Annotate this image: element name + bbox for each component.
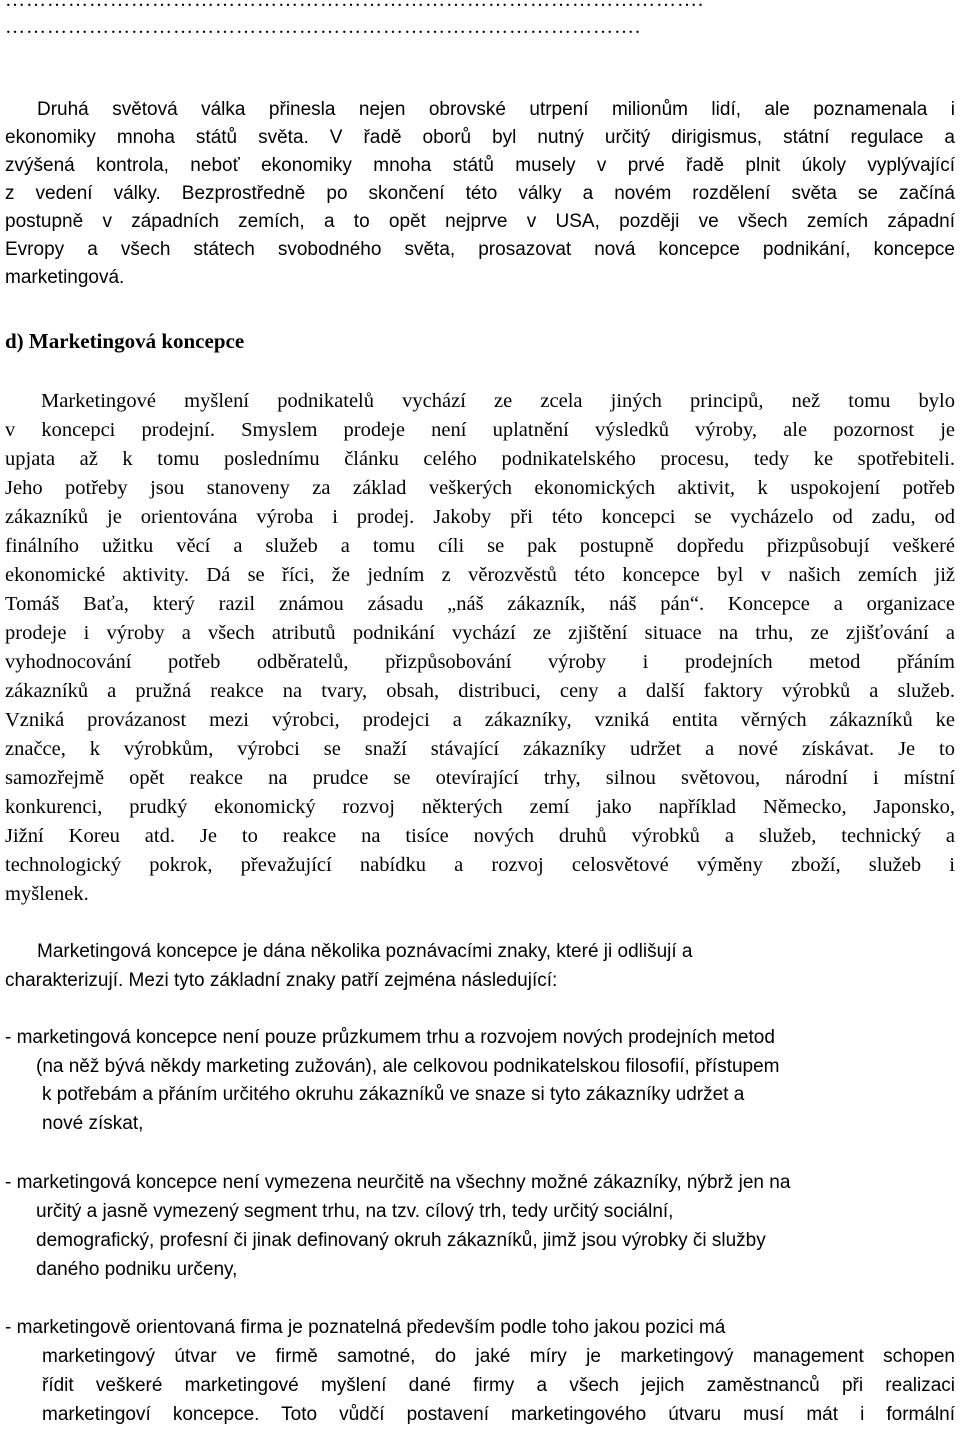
list-item-3-line-1: - marketingově orientovaná firma je poznatelná především podle toho jakou pozici má — [5, 1317, 726, 1338]
para2-line-7: ekonomické aktivity. Dá se říci, že jedním z věrozvěstů této koncepce byl v našich zemích již — [5, 564, 955, 586]
para2-line-12: Vzniká provázanost mezi výrobci, prodejci a zákazníky, vzniká entita věrných zákazníků ke — [5, 709, 955, 731]
para2-line-15: konkurenci, prudký ekonomický rozvoj některých zemí jako například Německo, Japonsko, — [5, 796, 955, 818]
para2-line-9: prodeje i výroby a všech atributů podnikání vychází ze zjištění situace na trhu, ze zjišťování a — [5, 622, 955, 644]
list-item-2-line-1: - marketingová koncepce není vymezena neurčitě na všechny možné zákazníky, nýbrž jen na — [5, 1172, 791, 1193]
list-item-1-line-1: - marketingová koncepce není pouze průzkumem trhu a rozvojem nových prodejních metod — [5, 1027, 775, 1048]
list-item-3-line-4: marketingoví koncepce. Toto vůdčí postavení marketingového útvaru musí mát i formální — [42, 1404, 955, 1425]
list-item-2-line-3: demografický, profesní či jinak definovaný okruh zákazníků, jimž jsou výrobky či služby — [36, 1230, 766, 1251]
list-item-3-line-3: řídit veškeré marketingové myšlení dané firmy a všech jejich zaměstnanců při realizaci — [42, 1375, 955, 1396]
para1-line-6: Evropy a všech státech svobodného světa, prosazovat nová koncepce podnikání, koncepce — [5, 239, 955, 260]
para2-line-4: Jeho potřeby jsou stanoveny za základ veškerých ekonomických aktivit, k uspokojení potřeb — [5, 477, 955, 499]
para2-line-5: zákazníků je orientována výroba i prodej. Jakoby při této koncepci se vycházelo od zadu, od — [5, 506, 955, 528]
dotted-line-1: ………………………………………………………………………………………. — [5, 0, 704, 11]
list-item-2-line-2: určitý a jasně vymezený segment trhu, na tzv. cílový trh, tedy určitý sociální, — [36, 1201, 674, 1222]
para1-line-4: z vedení války. Bezprostředně po skončení této války a novém rozdělení světa se začíná — [5, 183, 955, 204]
para2-line-2: v koncepci prodejní. Smyslem prodeje není uplatnění výsledků výroby, ale pozornost je — [5, 419, 955, 441]
para2-line-16: Jižní Koreu atd. Je to reakce na tisíce nových druhů výrobků a služeb, technický a — [5, 825, 955, 847]
list-item-3-line-2: marketingový útvar ve firmě samotné, do jaké míry je marketingový management schopen — [42, 1346, 955, 1367]
para1-line-7: marketingová. — [5, 267, 125, 288]
list-item-2-line-4: daného podniku určeny, — [36, 1259, 238, 1280]
para2-line-10: vyhodnocování potřeb odběratelů, přizpůsobování výroby i prodejních metod přáním — [5, 651, 955, 673]
list-item-1-line-4: nové získat, — [42, 1113, 144, 1134]
para1-line-5: postupně v západních zemích, a to opět nejprve v USA, později ve všech zemích západní — [5, 211, 955, 232]
para1-line-3: zvýšená kontrola, neboť ekonomiky mnoha států musely v prvé řadě plnit úkoly vyplývající — [5, 155, 955, 176]
para2-line-6: finálního užitku věcí a služeb a tomu cíli se pak postupně dopředu přizpůsobují veškeré — [5, 535, 955, 557]
para2-line-18: myšlenek. — [5, 883, 89, 905]
para1-line-1: Druhá světová válka přinesla nejen obrovské utrpení milionům lidí, ale poznamenala i — [37, 99, 955, 120]
para2-line-3: upjata až k tomu poslednímu článku celého podnikatelského procesu, tedy ke spotřebiteli. — [5, 448, 955, 470]
para1-line-2: ekonomiky mnoha států světa. V řadě oborů byl nutný určitý dirigismus, státní regulace a — [5, 127, 955, 148]
para2-line-11: zákazníků a pružná reakce na tvary, obsah, distribuci, ceny a další faktory výrobků a služeb. — [5, 680, 955, 702]
para2-line-8: Tomáš Baťa, který razil známou zásadu „náš zákazník, náš pán“. Koncepce a organizace — [5, 593, 955, 615]
para2-line-1: Marketingové myšlení podnikatelů vychází ze zcela jiných principů, než tomu bylo — [41, 390, 955, 412]
para2-line-14: samozřejmě opět reakce na prudce se otevírající trhy, silnou světovou, národní i místní — [5, 767, 955, 789]
para3-line-1: Marketingová koncepce je dána několika poznávacími znaky, které ji odlišují a — [37, 941, 693, 962]
list-item-1-line-2: (na něž bývá někdy marketing zužován), ale celkovou podnikatelskou filosofií, přístupem — [36, 1056, 780, 1077]
para2-line-17: technologický pokrok, převažující nabídku a rozvoj celosvětové výměny zboží, služeb i — [5, 854, 955, 876]
dotted-line-2: ………………………………………………………………………………. — [5, 16, 641, 38]
para3-line-2: charakterizují. Mezi tyto základní znaky patří zejména následující: — [5, 970, 558, 991]
para2-line-13: značce, k výrobkům, výrobci se snaží stávající zákazníky udržet a nové získávat. Je to — [5, 738, 955, 760]
section-heading: d) Marketingová koncepce — [5, 329, 245, 353]
list-item-1-line-3: k potřebám a přáním určitého okruhu zákazníků ve snaze si tyto zákazníky udržet a — [42, 1084, 745, 1105]
